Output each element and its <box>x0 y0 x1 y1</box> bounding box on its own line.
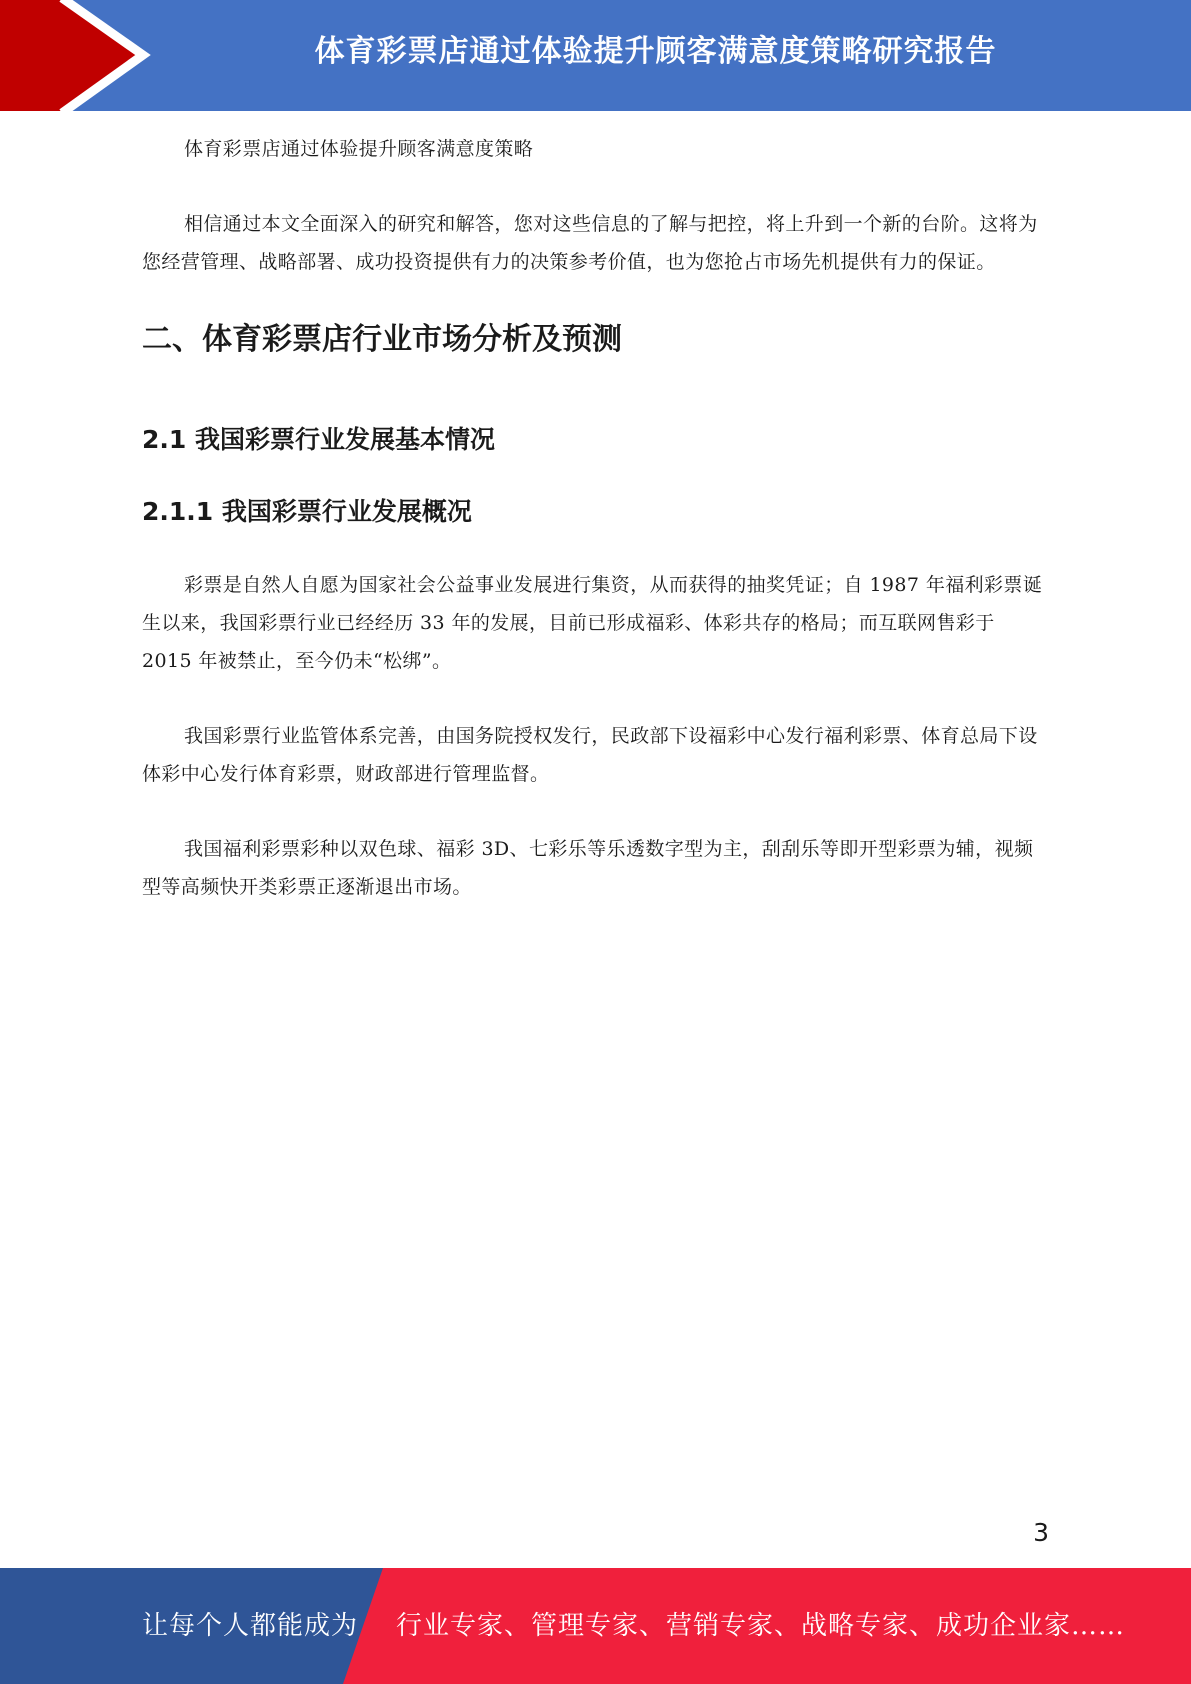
footer-slogan-left: 让每个人都能成为 <box>142 1611 359 1641</box>
report-title: 体育彩票店通过体验提升顾客满意度策略研究报告 <box>314 34 997 69</box>
body-paragraph: 我国彩票行业监管体系完善，由国务院授权发行，民政部下设福彩中心发行福利彩票、体育总局下设体彩中心发行体育彩票，财政部进行管理监督。 <box>142 725 1038 785</box>
chevron-arrow-icon <box>0 0 160 111</box>
body-paragraph: 我国福利彩票彩种以双色球、福彩 3D、七彩乐等乐透数字型为主，刮刮乐等即开型彩票为辅，视频型等高频快开类彩票正逐渐退出市场。 <box>142 838 1034 898</box>
document-body <box>142 130 1050 906</box>
intro-line: 体育彩票店通过体验提升顾客满意度策略 <box>184 138 534 160</box>
chevron-red-shape <box>0 0 140 111</box>
subsection-heading: 2.1 我国彩票行业发展基本情况 <box>142 425 495 454</box>
page-number: 3 <box>1033 1518 1049 1547</box>
footer-banner <box>0 1568 1191 1684</box>
intro-paragraph: 相信通过本文全面深入的研究和解答，您对这些信息的了解与把控，将上升到一个新的台阶。这将为您经营管理、战略部署、成功投资提供有力的决策参考价值，也为您抢占市场先机提供有力的保证。 <box>142 213 1038 273</box>
body-paragraph: 彩票是自然人自愿为国家社会公益事业发展进行集资，从而获得的抽奖凭证；自 1987 年福利彩票诞生以来，我国彩票行业已经经历 33 年的发展，目前已形成福彩、体彩共存的格局；而互联网售彩于 2015 年被禁止，至今仍未“松绑”。 <box>142 574 1043 672</box>
footer-slogan-right: 行业专家、管理专家、营销专家、战略专家、成功企业家…… <box>396 1611 1126 1641</box>
subsubsection-heading: 2.1.1 我国彩票行业发展概况 <box>142 497 472 526</box>
section-heading: 二、体育彩票店行业市场分析及预测 <box>142 322 622 357</box>
header-banner <box>0 0 1191 111</box>
